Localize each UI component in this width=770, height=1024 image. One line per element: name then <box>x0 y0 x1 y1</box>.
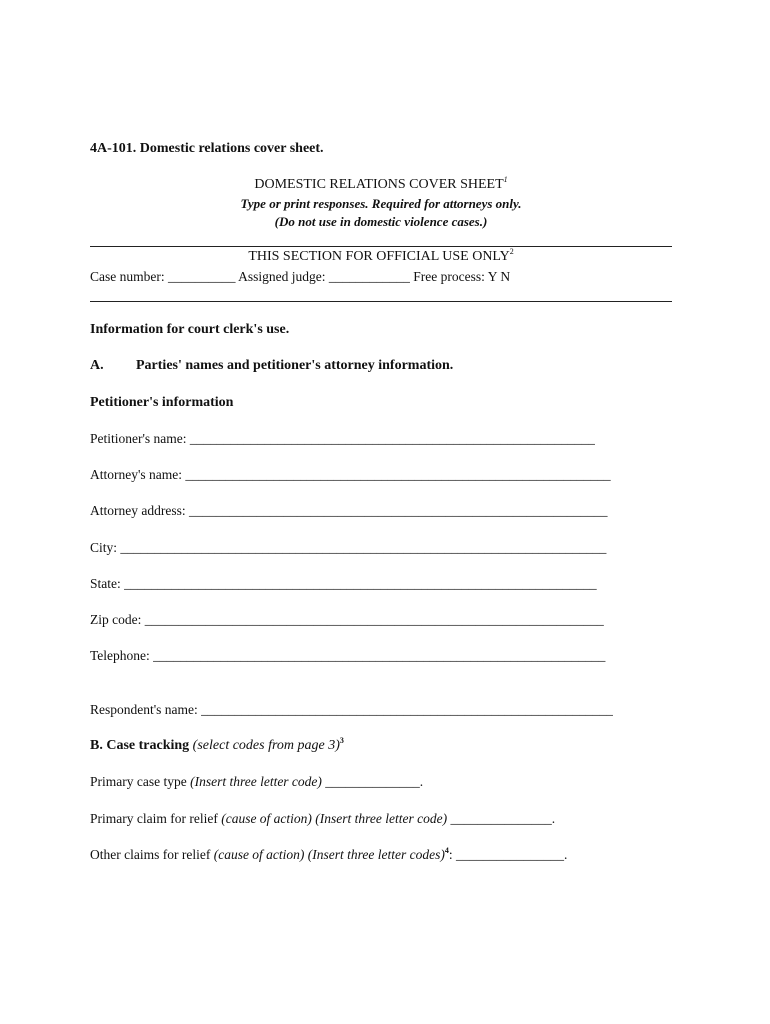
primary-claim-label: Primary claim for relief <box>90 811 222 826</box>
other-claims-note: (cause of action) (Insert three letter codes) <box>213 847 445 862</box>
section-a-title: Parties' names and petitioner's attorney information. <box>136 358 454 373</box>
section-b-title: B. Case tracking <box>90 738 190 753</box>
zip-code-field: Zip code: ____________________________________________________________________ <box>90 612 604 627</box>
other-claims-blank: : ________________. <box>448 847 568 862</box>
other-claims-footnote: 4 <box>444 846 449 855</box>
petitioner-heading: Petitioner's information <box>90 395 234 410</box>
attorney-address-field: Attorney address: ______________________________________________________________ <box>90 503 608 518</box>
primary-case-type-field <box>90 774 423 790</box>
section-heading: 4A-101. Domestic relations cover sheet. <box>90 141 324 156</box>
section-b-heading <box>90 738 344 754</box>
primary-case-label: Primary case type <box>90 774 191 789</box>
subtitle-line-2: (Do not use in domestic violence cases.) <box>274 214 488 229</box>
other-claims-field <box>90 847 567 863</box>
city-field: City: ________________________________________________________________________ <box>90 540 607 555</box>
state-field: State: ______________________________________________________________________ <box>90 576 597 591</box>
other-claims-label: Other claims for relief <box>90 847 214 862</box>
official-use-footnote: 2 <box>509 247 514 256</box>
section-b-note: (select codes from page 3) <box>192 738 340 753</box>
attorney-name-field: Attorney's name: _______________________________________________________________ <box>90 467 611 482</box>
title-text: DOMESTIC RELATIONS COVER SHEET <box>254 177 504 192</box>
top-rule <box>90 246 672 247</box>
section-a-label: A. <box>90 358 104 373</box>
section-b-footnote: 3 <box>339 736 344 745</box>
respondent-name-field: Respondent's name: _____________________________________________________________ <box>90 702 613 717</box>
bottom-rule <box>90 301 672 302</box>
petitioner-name-field: Petitioner's name: ____________________________________________________________ <box>90 431 595 446</box>
document-title <box>90 177 672 193</box>
official-use-fields: Case number: __________ Assigned judge: ____________ Free process: Y N <box>90 269 511 284</box>
primary-claim-field <box>90 811 555 827</box>
clerk-info-heading: Information for court clerk's use. <box>90 322 290 337</box>
official-use-title <box>90 249 672 265</box>
primary-case-note: (Insert three letter code) <box>190 774 322 789</box>
telephone-field: Telephone: ___________________________________________________________________ <box>90 648 606 663</box>
title-footnote: 1 <box>503 175 508 184</box>
primary-case-blank: ______________. <box>321 774 424 789</box>
primary-claim-note: (cause of action) (Insert three letter code) <box>221 811 448 826</box>
official-use-text: THIS SECTION FOR OFFICIAL USE ONLY <box>248 249 510 264</box>
subtitle-line-1: Type or print responses. Required for attorneys only. <box>240 196 522 211</box>
primary-claim-blank: _______________. <box>447 811 556 826</box>
